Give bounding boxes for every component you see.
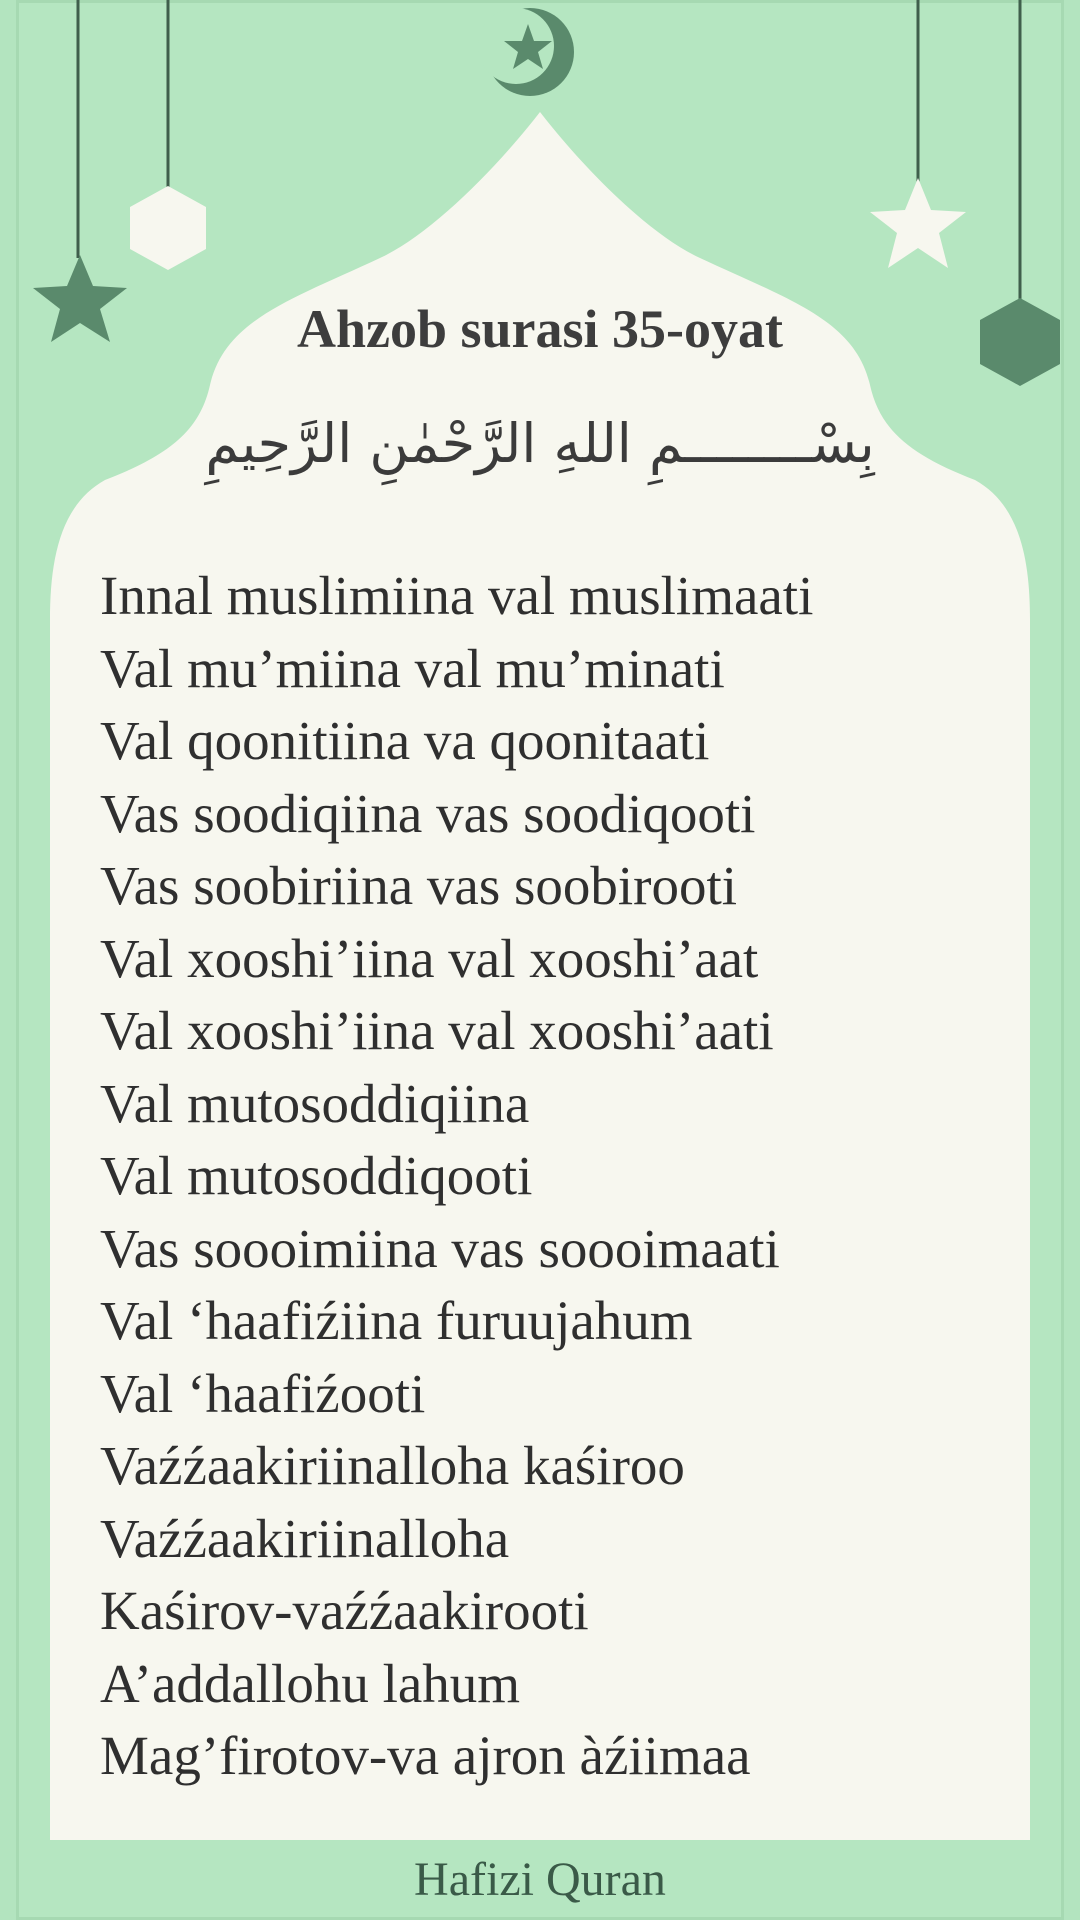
verse-line: Val xooshi’iina val xooshi’aati — [100, 1000, 774, 1061]
page-title: Ahzob surasi 35-oyat — [296, 299, 784, 359]
verse-line: Val mutosoddiqiina — [100, 1072, 530, 1134]
verse-line: Kaśirov-vaźźaakirooti — [100, 1580, 589, 1641]
verse-line: Innal muslimiina val muslimaati — [100, 565, 814, 626]
hanging-hexagon-icon — [130, 186, 206, 270]
verse-line: Vas soodiqiina vas soodiqooti — [100, 782, 756, 844]
verse-line: Val ‘haafiźiina furuujahum — [100, 1290, 693, 1351]
verse-line: Vas soooimiina vas soooimaati — [100, 1217, 780, 1279]
crescent-star-icon — [478, 8, 574, 96]
verse-list — [100, 560, 1000, 1793]
verse-line: Val ‘haafiźooti — [100, 1362, 426, 1424]
verse-line: Vaźźaakiriinalloha — [100, 1507, 510, 1569]
verse-line: A’addallohu lahum — [100, 1652, 521, 1714]
hanging-star-icon — [870, 178, 966, 268]
verse-line: Vas soobiriina vas soobirooti — [100, 855, 738, 916]
verse-line: Val qoonitiina va qoonitaati — [100, 710, 710, 771]
footer-credit: Hafizi Quran — [414, 1853, 666, 1906]
verse-line: Vaźźaakiriinalloha kaśiroo — [100, 1435, 685, 1496]
verse-line: Val mutosoddiqooti — [100, 1145, 533, 1206]
verse-line: Val xooshi’iina val xooshi’aat — [100, 927, 759, 989]
verse-line: Val mu’miina val mu’minati — [100, 637, 725, 699]
verse-line: Mag’firotov-va ajron àźiimaa — [100, 1725, 751, 1786]
basmala-text: بِسْــــــــمِ اللهِ الرَّحْمٰنِ الرَّحِيمِ — [205, 412, 875, 475]
